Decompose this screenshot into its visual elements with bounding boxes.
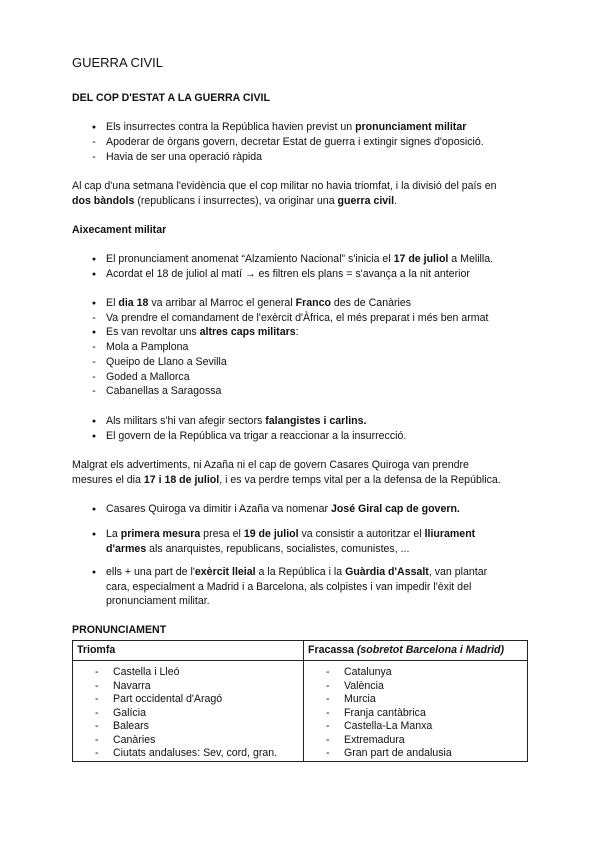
- list-item: El govern de la República va trigar a reaccionar a la insurrecció.: [106, 430, 407, 442]
- table-cell-fracassa: - Catalunya - València - Murcia - Franja cantàbrica - Castella-La Manxa - Extremadura - Gran part de andalusia: [304, 661, 528, 762]
- list-item: El dia 18 va arribar al Marroc el general Franco des de Canàries: [106, 297, 412, 309]
- list-item: Casares Quiroga va dimitir i Azaña va nomenar José Giral cap de govern.: [106, 503, 460, 515]
- list-item: La primera mesura presa el 19 de juliol va consistir a autoritzar el lliurament: [106, 528, 476, 540]
- bullet-dash-icon: [89, 384, 99, 398]
- section-heading-aixecament: Aixecament militar: [72, 224, 167, 236]
- list-item: Mola a Pamplona: [106, 341, 189, 353]
- bullet-dot-icon: [89, 267, 99, 283]
- list-item: El pronunciament anomenat “Alzamiento Nacional” s'inicia el 17 de juliol a Melilla.: [106, 253, 494, 265]
- bullet-dot-icon: [89, 527, 99, 543]
- list-item: Castella i Lleó: [113, 666, 180, 678]
- list-item: Goded a Mallorca: [106, 371, 190, 383]
- list-item: Acordat el 18 de juliol al matí → es filtren els plans = s'avança a la nit anterior: [106, 268, 470, 280]
- page-title: GUERRA CIVIL: [72, 55, 164, 70]
- bullet-dot-icon: [89, 296, 99, 312]
- list-item: ells + una part de l'exèrcit lleial a la República i la Guàrdia d'Assalt, van plantar: [106, 566, 488, 578]
- list-item: Va prendre el comandament de l'exèrcit d'Àfrica, el més preparat i més ben armat: [106, 312, 489, 324]
- bullet-dash-icon: [89, 311, 99, 325]
- table-header-triomfa: Triomfa: [73, 641, 304, 661]
- bullet-dot-icon: [89, 325, 99, 341]
- section-heading-pronunciament: PRONUNCIAMENT: [72, 624, 167, 636]
- list-item: Als militars s'hi van afegir sectors falangistes i carlins.: [106, 415, 367, 427]
- paragraph-line: dos bàndols (republicans i insurrectes), va originar una guerra civil.: [72, 195, 398, 207]
- bullet-dash-icon: [89, 355, 99, 369]
- paragraph-line: Malgrat els advertiments, ni Azaña ni el cap de govern Casares Quiroga van prendre: [72, 459, 469, 471]
- bullet-dot-icon: [89, 429, 99, 445]
- table-header-fracassa: Fracassa (sobretot Barcelona i Madrid): [304, 641, 528, 661]
- list-item-continuation: pronunciament militar.: [106, 595, 210, 607]
- list-item: Part occidental d'Aragó: [113, 693, 223, 705]
- bullet-dash-icon: [89, 340, 99, 354]
- list-item: Queipo de Llano a Sevilla: [106, 356, 227, 368]
- table-cell-triomfa: - Castella i Lleó - Navarra - Part occidental d'Aragó - Galícia - Balears - Canàries - Ciutats andaluses: Sev, cord, gran.: [73, 661, 304, 762]
- bullet-dash-icon: [89, 135, 99, 149]
- list-item: Galícia: [113, 706, 146, 719]
- list-item: Es van revoltar uns altres caps militars:: [106, 326, 299, 338]
- list-item: Navarra: [113, 679, 151, 692]
- list-item: València: [344, 679, 384, 692]
- pronunciament-table: [72, 640, 528, 762]
- bullet-dot-icon: [89, 120, 99, 136]
- paragraph-line: Al cap d'una setmana l'evidència que el cop militar no havia triomfat, i la divisió del país en: [72, 180, 497, 192]
- list-item: Apoderar de òrgans govern, decretar Estat de guerra i extingir signes d'oposició.: [106, 136, 484, 148]
- bullet-dot-icon: [89, 414, 99, 430]
- paragraph-line: mesures el dia 17 i 18 de juliol, i es va perdre temps vital per a la defensa de la República.: [72, 474, 501, 486]
- list-item: Havia de ser una operació ràpida: [106, 151, 263, 163]
- bullet-dash-icon: [89, 370, 99, 384]
- bullet-dot-icon: [89, 252, 99, 268]
- bullet-dash-icon: [89, 150, 99, 164]
- list-item: Murcia: [344, 693, 376, 705]
- list-item: Castella-La Manxa: [344, 720, 433, 732]
- section-heading-cop: DEL COP D'ESTAT A LA GUERRA CIVIL: [72, 92, 270, 104]
- bullet-dot-icon: [89, 502, 99, 518]
- list-item: Els insurrectes contra la República havien previst un pronunciament militar: [106, 121, 467, 133]
- list-item: Ciutats andaluses: Sev, cord, gran.: [113, 747, 278, 759]
- list-item-continuation: d'armes als anarquistes, republicans, socialistes, comunistes, ...: [106, 543, 410, 555]
- list-item-continuation: cara, especialment a Madrid i a Barcelona, als colpistes i van impedir l'èxit del: [106, 581, 472, 593]
- list-item: Extremadura: [344, 733, 405, 746]
- list-item: Cabanellas a Saragossa: [106, 385, 222, 397]
- list-item: Catalunya: [344, 666, 392, 678]
- bullet-dot-icon: [89, 565, 99, 581]
- list-item: Balears: [113, 720, 149, 732]
- list-item: Franja cantàbrica: [344, 706, 426, 719]
- list-item: Gran part de andalusia: [344, 747, 452, 759]
- list-item: Canàries: [113, 733, 156, 746]
